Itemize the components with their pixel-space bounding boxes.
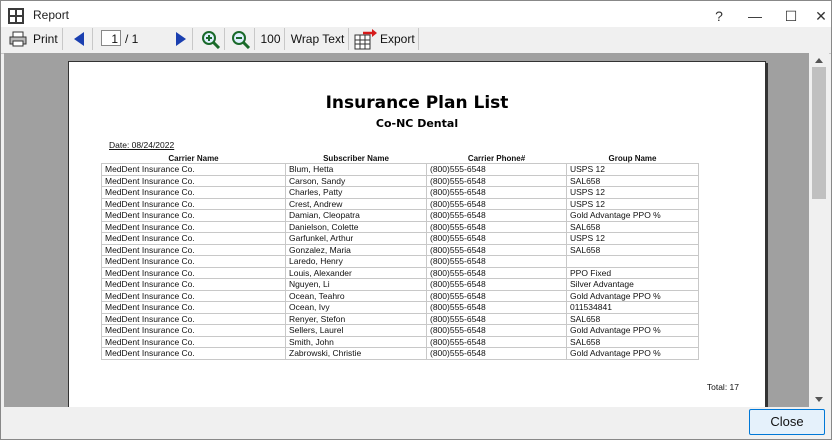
carrier-name-cell: MedDent Insurance Co. (102, 198, 286, 210)
group-name-cell: SAL658 (567, 336, 699, 348)
table-row (102, 279, 699, 291)
carrier-phone-cell: (800)555-6548 (427, 279, 567, 291)
arrow-right-icon (172, 31, 188, 47)
export-icon (354, 28, 378, 50)
table-row (102, 164, 699, 176)
carrier-phone-cell: (800)555-6548 (427, 221, 567, 233)
group-name-cell: SAL658 (567, 244, 699, 256)
subscriber-name-cell: Blum, Hetta (286, 164, 427, 176)
close-button[interactable]: Close (749, 409, 825, 435)
insurance-plan-table (101, 154, 699, 360)
group-name-cell: Gold Advantage PPO % (567, 325, 699, 337)
carrier-phone-cell: (800)555-6548 (427, 325, 567, 337)
subscriber-name-cell: Garfunkel, Arthur (286, 233, 427, 245)
carrier-name-cell: MedDent Insurance Co. (102, 210, 286, 222)
zoom-in-button[interactable] (197, 28, 225, 50)
column-header-carrier-name: Carrier Name (168, 154, 219, 163)
table-row (102, 175, 699, 187)
zoom-in-icon (201, 30, 221, 49)
subscriber-name-cell: Charles, Patty (286, 187, 427, 199)
group-name-cell (567, 256, 699, 268)
export-label: Export (380, 32, 415, 46)
carrier-name-cell: MedDent Insurance Co. (102, 233, 286, 245)
carrier-phone-cell: (800)555-6548 (427, 244, 567, 256)
carrier-name-cell: MedDent Insurance Co. (102, 313, 286, 325)
print-button[interactable] (5, 28, 63, 50)
minimize-button[interactable]: — (748, 8, 762, 24)
subscriber-name-cell: Nguyen, Li (286, 279, 427, 291)
table-row (102, 198, 699, 210)
report-total: Total: 17 (706, 382, 739, 392)
report-title: Insurance Plan List (325, 93, 509, 113)
subscriber-name-cell: Renyer, Stefon (286, 313, 427, 325)
wrap-text-button[interactable]: Wrap Text (287, 28, 349, 50)
subscriber-name-cell: Smith, John (286, 336, 427, 348)
page-indicator (95, 28, 159, 50)
column-header-carrier-phone: Carrier Phone# (467, 154, 526, 163)
export-button[interactable] (351, 28, 419, 50)
subscriber-name-cell: Crest, Andrew (286, 198, 427, 210)
column-header-group-name: Group Name (608, 154, 657, 163)
carrier-name-cell: MedDent Insurance Co. (102, 175, 286, 187)
group-name-cell: Gold Advantage PPO % (567, 210, 699, 222)
toolbar (1, 27, 831, 54)
report-subtitle: Co-NC Dental (375, 117, 459, 130)
table-row (102, 210, 699, 222)
carrier-phone-cell: (800)555-6548 (427, 313, 567, 325)
next-page-button[interactable] (167, 28, 193, 50)
scrollbar-thumb[interactable] (812, 67, 826, 199)
group-name-cell: 011534841 (567, 302, 699, 314)
group-name-cell: USPS 12 (567, 187, 699, 199)
subscriber-name-cell: Gonzalez, Maria (286, 244, 427, 256)
carrier-name-cell: MedDent Insurance Co. (102, 221, 286, 233)
carrier-phone-cell: (800)555-6548 (427, 164, 567, 176)
table-row (102, 244, 699, 256)
previous-page-button[interactable] (67, 28, 93, 50)
group-name-cell: USPS 12 (567, 198, 699, 210)
group-name-cell: USPS 12 (567, 164, 699, 176)
help-button[interactable]: ? (715, 8, 723, 24)
carrier-name-cell: MedDent Insurance Co. (102, 187, 286, 199)
table-row (102, 221, 699, 233)
group-name-cell: Gold Advantage PPO % (567, 348, 699, 360)
subscriber-name-cell: Ocean, Teahro (286, 290, 427, 302)
carrier-phone-cell: (800)555-6548 (427, 336, 567, 348)
carrier-phone-cell: (800)555-6548 (427, 256, 567, 268)
carrier-phone-cell: (800)555-6548 (427, 302, 567, 314)
report-preview-area[interactable] (4, 53, 809, 407)
carrier-phone-cell: (800)555-6548 (427, 187, 567, 199)
carrier-name-cell: MedDent Insurance Co. (102, 164, 286, 176)
group-name-cell: SAL658 (567, 175, 699, 187)
carrier-phone-cell: (800)555-6548 (427, 210, 567, 222)
printer-icon (9, 31, 27, 47)
table-row (102, 256, 699, 268)
carrier-phone-cell: (800)555-6548 (427, 267, 567, 279)
footer (1, 407, 831, 439)
report-date: Date: 08/24/2022 (109, 140, 175, 150)
carrier-phone-cell: (800)555-6548 (427, 175, 567, 187)
vertical-scrollbar[interactable] (809, 53, 829, 407)
table-row (102, 187, 699, 199)
carrier-phone-cell: (800)555-6548 (427, 198, 567, 210)
carrier-name-cell: MedDent Insurance Co. (102, 256, 286, 268)
arrow-left-icon (72, 31, 88, 47)
group-name-cell: SAL658 (567, 221, 699, 233)
zoom-out-button[interactable] (227, 28, 255, 50)
zoom-out-icon (231, 30, 251, 49)
table-row (102, 233, 699, 245)
group-name-cell: SAL658 (567, 313, 699, 325)
table-row (102, 336, 699, 348)
subscriber-name-cell: Louis, Alexander (286, 267, 427, 279)
table-row (102, 313, 699, 325)
page-number-input[interactable]: 1 (101, 30, 121, 46)
print-label: Print (33, 32, 58, 46)
grid-app-icon (8, 8, 24, 24)
subscriber-name-cell: Damian, Cleopatra (286, 210, 427, 222)
scroll-down-icon[interactable] (815, 397, 823, 403)
group-name-cell: Gold Advantage PPO % (567, 290, 699, 302)
carrier-name-cell: MedDent Insurance Co. (102, 279, 286, 291)
table-row (102, 348, 699, 360)
carrier-name-cell: MedDent Insurance Co. (102, 290, 286, 302)
scroll-up-icon[interactable] (815, 57, 823, 63)
table-row (102, 267, 699, 279)
subscriber-name-cell: Laredo, Henry (286, 256, 427, 268)
table-row (102, 325, 699, 337)
subscriber-name-cell: Danielson, Colette (286, 221, 427, 233)
window-title: Report (33, 8, 70, 22)
subscriber-name-cell: Carson, Sandy (286, 175, 427, 187)
page-total: / 1 (125, 32, 139, 46)
subscriber-name-cell: Ocean, Ivy (286, 302, 427, 314)
carrier-name-cell: MedDent Insurance Co. (102, 348, 286, 360)
maximize-button[interactable]: ☐ (784, 8, 798, 24)
subscriber-name-cell: Zabrowski, Christie (286, 348, 427, 360)
carrier-name-cell: MedDent Insurance Co. (102, 325, 286, 337)
carrier-phone-cell: (800)555-6548 (427, 290, 567, 302)
group-name-cell: PPO Fixed (567, 267, 699, 279)
table-row (102, 302, 699, 314)
carrier-name-cell: MedDent Insurance Co. (102, 302, 286, 314)
zoom-100-button[interactable]: 100 (257, 28, 285, 50)
table-body (102, 164, 699, 360)
close-window-button[interactable]: ✕ (815, 8, 827, 24)
table-row (102, 290, 699, 302)
column-header-subscriber-name: Subscriber Name (323, 154, 389, 163)
subscriber-name-cell: Sellers, Laurel (286, 325, 427, 337)
carrier-name-cell: MedDent Insurance Co. (102, 244, 286, 256)
carrier-phone-cell: (800)555-6548 (427, 348, 567, 360)
carrier-name-cell: MedDent Insurance Co. (102, 267, 286, 279)
group-name-cell: USPS 12 (567, 233, 699, 245)
report-page (68, 61, 766, 407)
carrier-name-cell: MedDent Insurance Co. (102, 336, 286, 348)
group-name-cell: Silver Advantage (567, 279, 699, 291)
carrier-phone-cell: (800)555-6548 (427, 233, 567, 245)
